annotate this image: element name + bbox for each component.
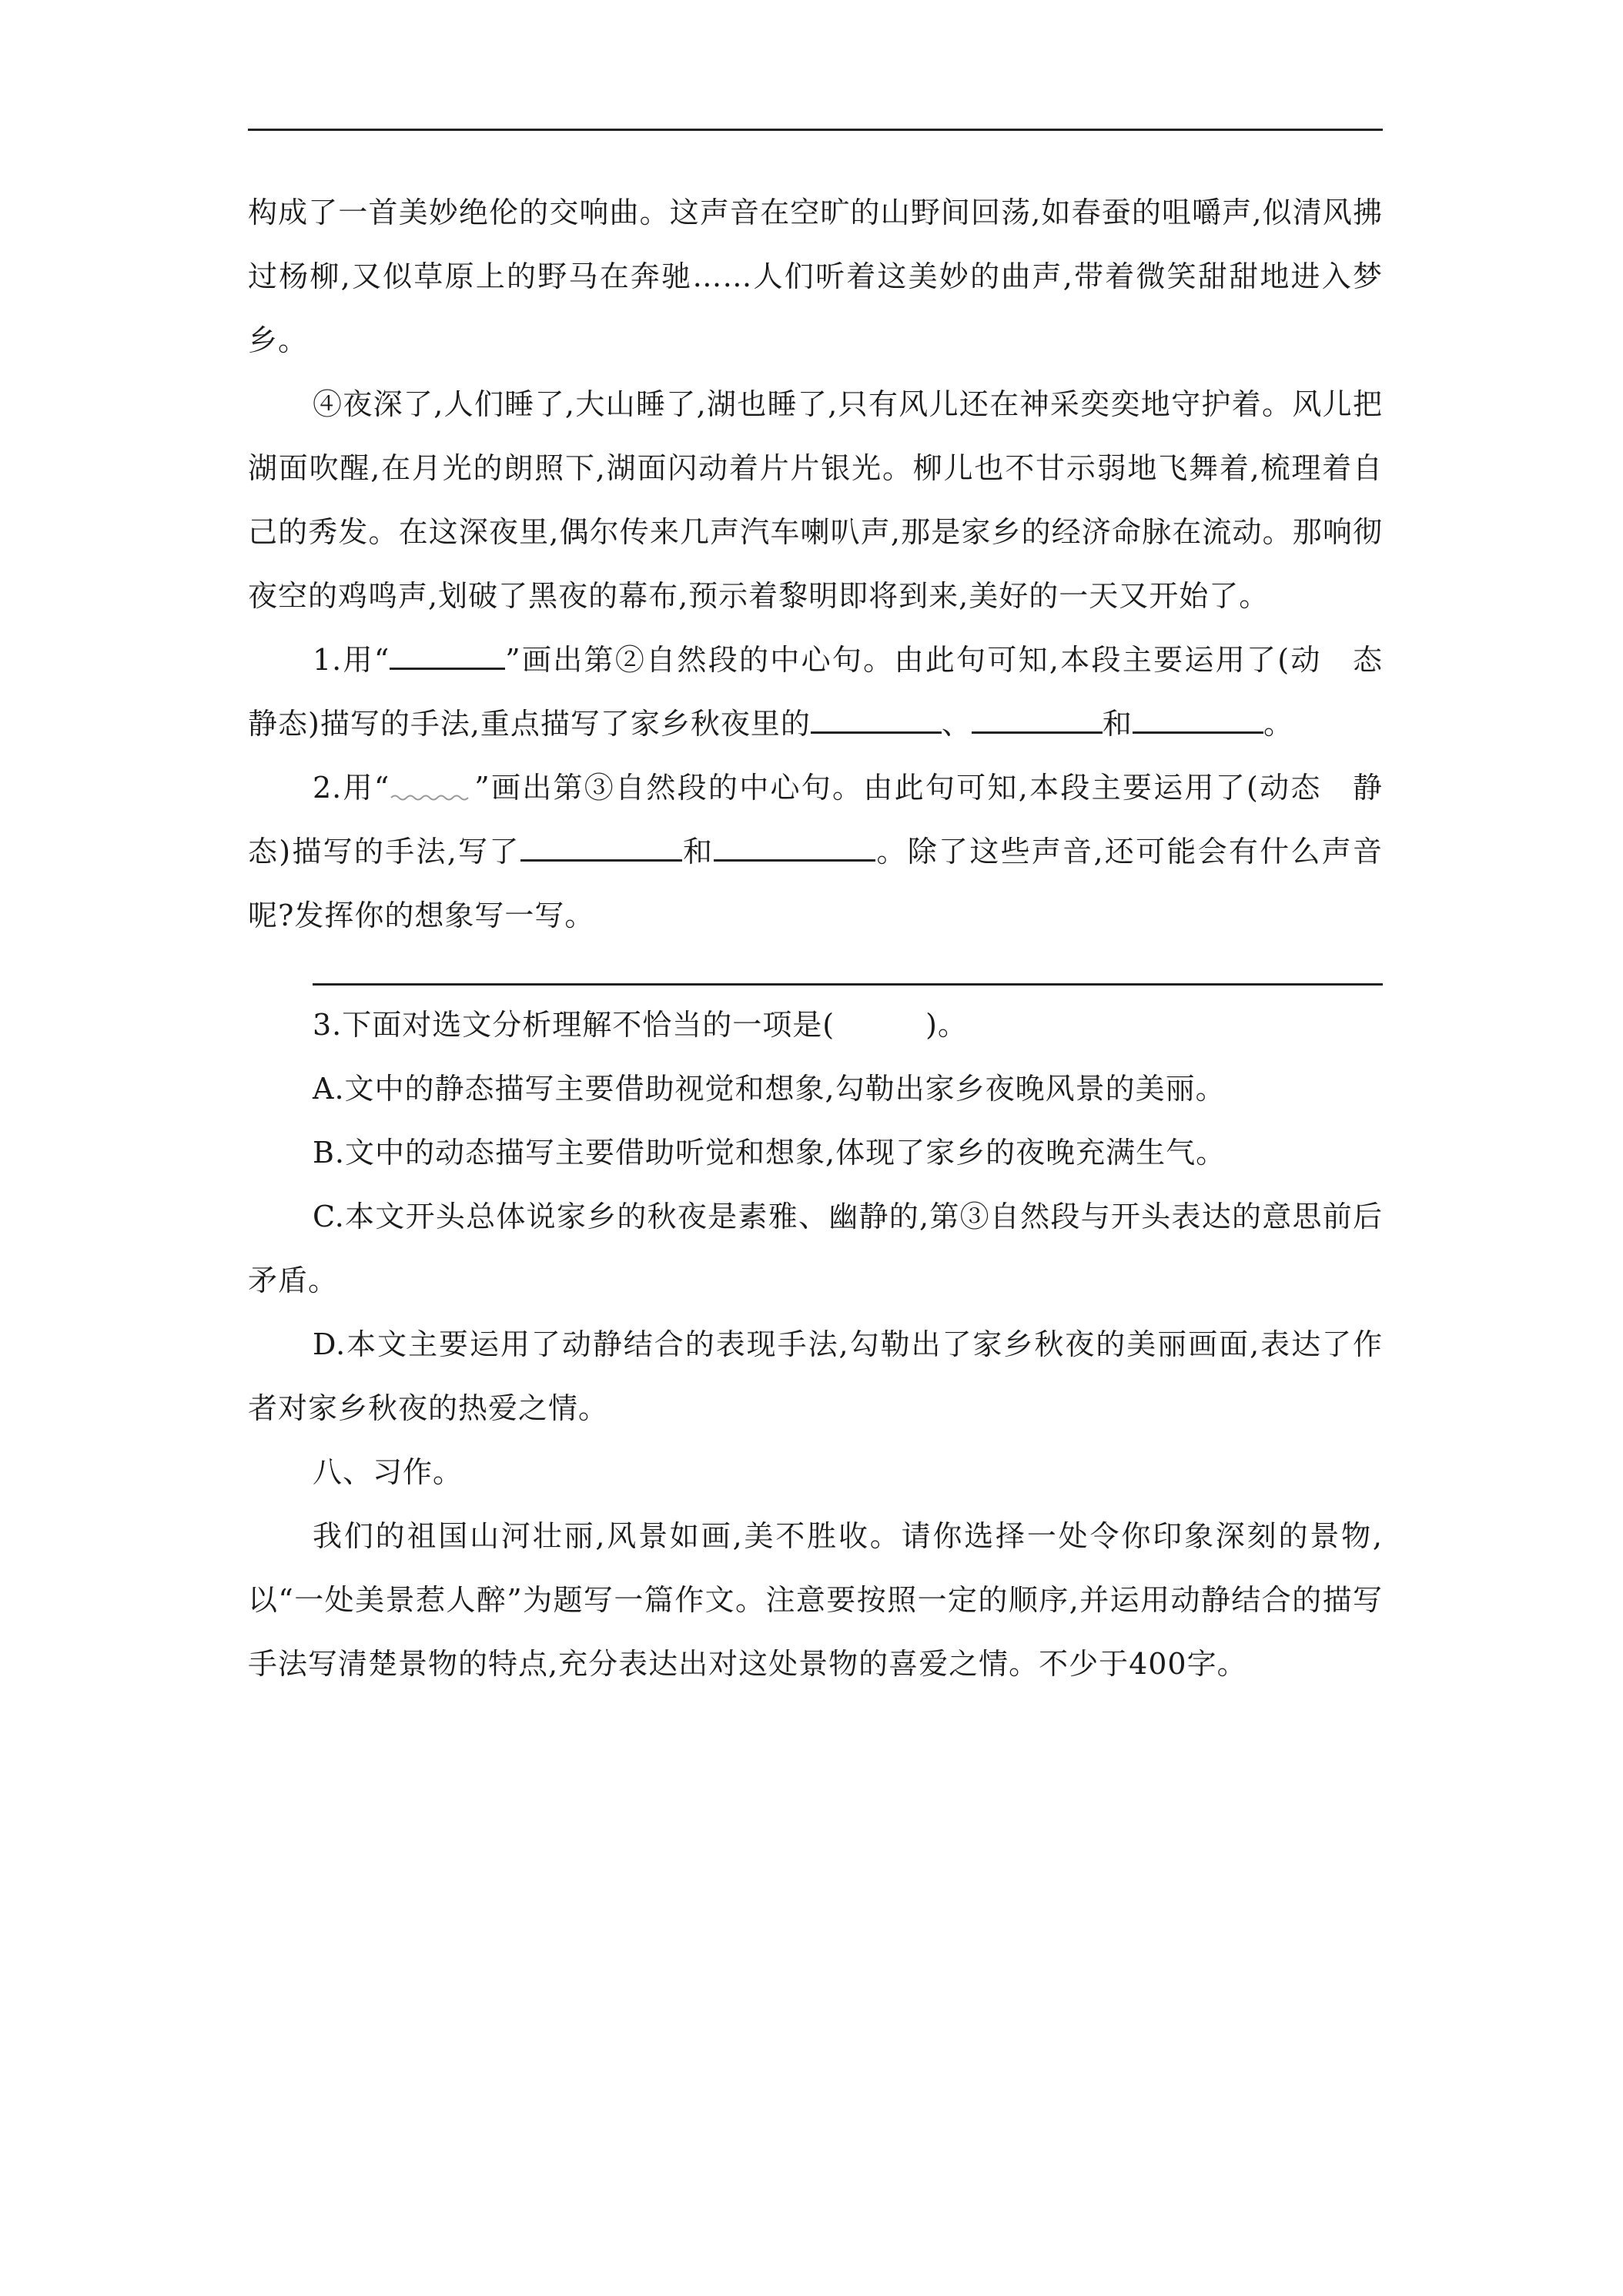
q1-text-e: 。 <box>1263 707 1293 741</box>
q1-text-a: 1.用“ <box>313 643 390 677</box>
q1-text-d: 和 <box>1102 707 1133 741</box>
q3-option-a: A.文中的静态描写主要借助视觉和想象,勾勒出家乡夜晚风景的美丽。 <box>313 1072 1226 1106</box>
q2-wavy-underline-sample <box>390 771 474 798</box>
q3-option-b: B.文中的动态描写主要借助听觉和想象,体现了家乡的夜晚充满生气。 <box>313 1136 1226 1170</box>
q2-text-a: 2.用“ <box>313 771 390 805</box>
q1-answer-blank-1[interactable] <box>811 705 942 734</box>
passage-paragraph-4: ④夜深了,人们睡了,大山睡了,湖也睡了,只有风儿还在神采奕奕地守护着。风儿把湖面吹醒,在月光的朗照下,湖面闪动着片片银光。柳儿也不甘示弱地飞舞着,梳理着自己的秀发。在这深夜里,偶尔传来几声汽车喇叭声,那是家乡的经济命脉在流动。那响彻夜空的鸡鸣声,划破了黑夜的幕布,预示着黎明即将到来,美好的一天又开始了。 <box>248 387 1383 613</box>
q1-text-b: ”画出第②自然段的中心句。由此句可知,本段主要运用了(动 态 静态)描写的手法,重点描写了家乡秋夜里的 <box>248 643 1414 741</box>
section-8-prompt: 我们的祖国山河壮丽,风景如画,美不胜收。请你选择一处令你印象深刻的景物,以“一处美景惹人醉”为题写一篇作文。注意要按照一定的顺序,并运用动静结合的描写手法写清楚景物的特点,充分表达出对这处景物的喜爱之情。不少于400字。 <box>248 1519 1383 1681</box>
q1-answer-blank-2[interactable] <box>972 705 1103 734</box>
question-3-stem <box>248 993 1383 1057</box>
q2-answer-line[interactable] <box>313 983 1383 986</box>
q3-option-c: C.本文开头总体说家乡的秋夜是素雅、幽静的,第③自然段与开头表达的意思前后矛盾。 <box>248 1200 1383 1297</box>
section-8-heading: 八、习作。 <box>313 1455 463 1489</box>
question-2 <box>248 756 1383 948</box>
q2-answer-blank-2[interactable] <box>714 833 875 862</box>
header-rule <box>248 129 1383 131</box>
q2-answer-blank-1[interactable] <box>520 833 682 862</box>
q3-option-d: D.本文主要运用了动静结合的表现手法,勾勒出了家乡秋夜的美丽画面,表达了作者对家乡秋夜的热爱之情。 <box>248 1327 1383 1425</box>
q2-text-b: ”画出第③自然段的中心句。由此句可知,本段主要运用了(动态 静态)描写的手法,写了 <box>248 771 1383 869</box>
document-content <box>248 181 1414 1696</box>
q2-text-d: 。除了这些声音,还可能会有什么声音呢?发挥你的想象写一写。 <box>248 835 1383 932</box>
passage-paragraph-3-end: 构成了一首美妙绝伦的交响曲。这声音在空旷的山野间回荡,如春蚕的咀嚼声,似清风拂过杨柳,又似草原上的野马在奔驰……人们听着这美妙的曲声,带着微笑甜甜地进入梦乡。 <box>248 196 1383 357</box>
question-1 <box>248 628 1414 756</box>
q2-text-c: 和 <box>681 835 714 869</box>
q1-text-c: 、 <box>941 707 972 741</box>
q1-answer-blank-3[interactable] <box>1133 705 1263 734</box>
q3-stem-a: 3.下面对选文分析理解不恰当的一项是( <box>313 1008 835 1042</box>
q1-underline-sample <box>390 641 505 670</box>
q3-stem-b: )。 <box>925 1008 968 1042</box>
